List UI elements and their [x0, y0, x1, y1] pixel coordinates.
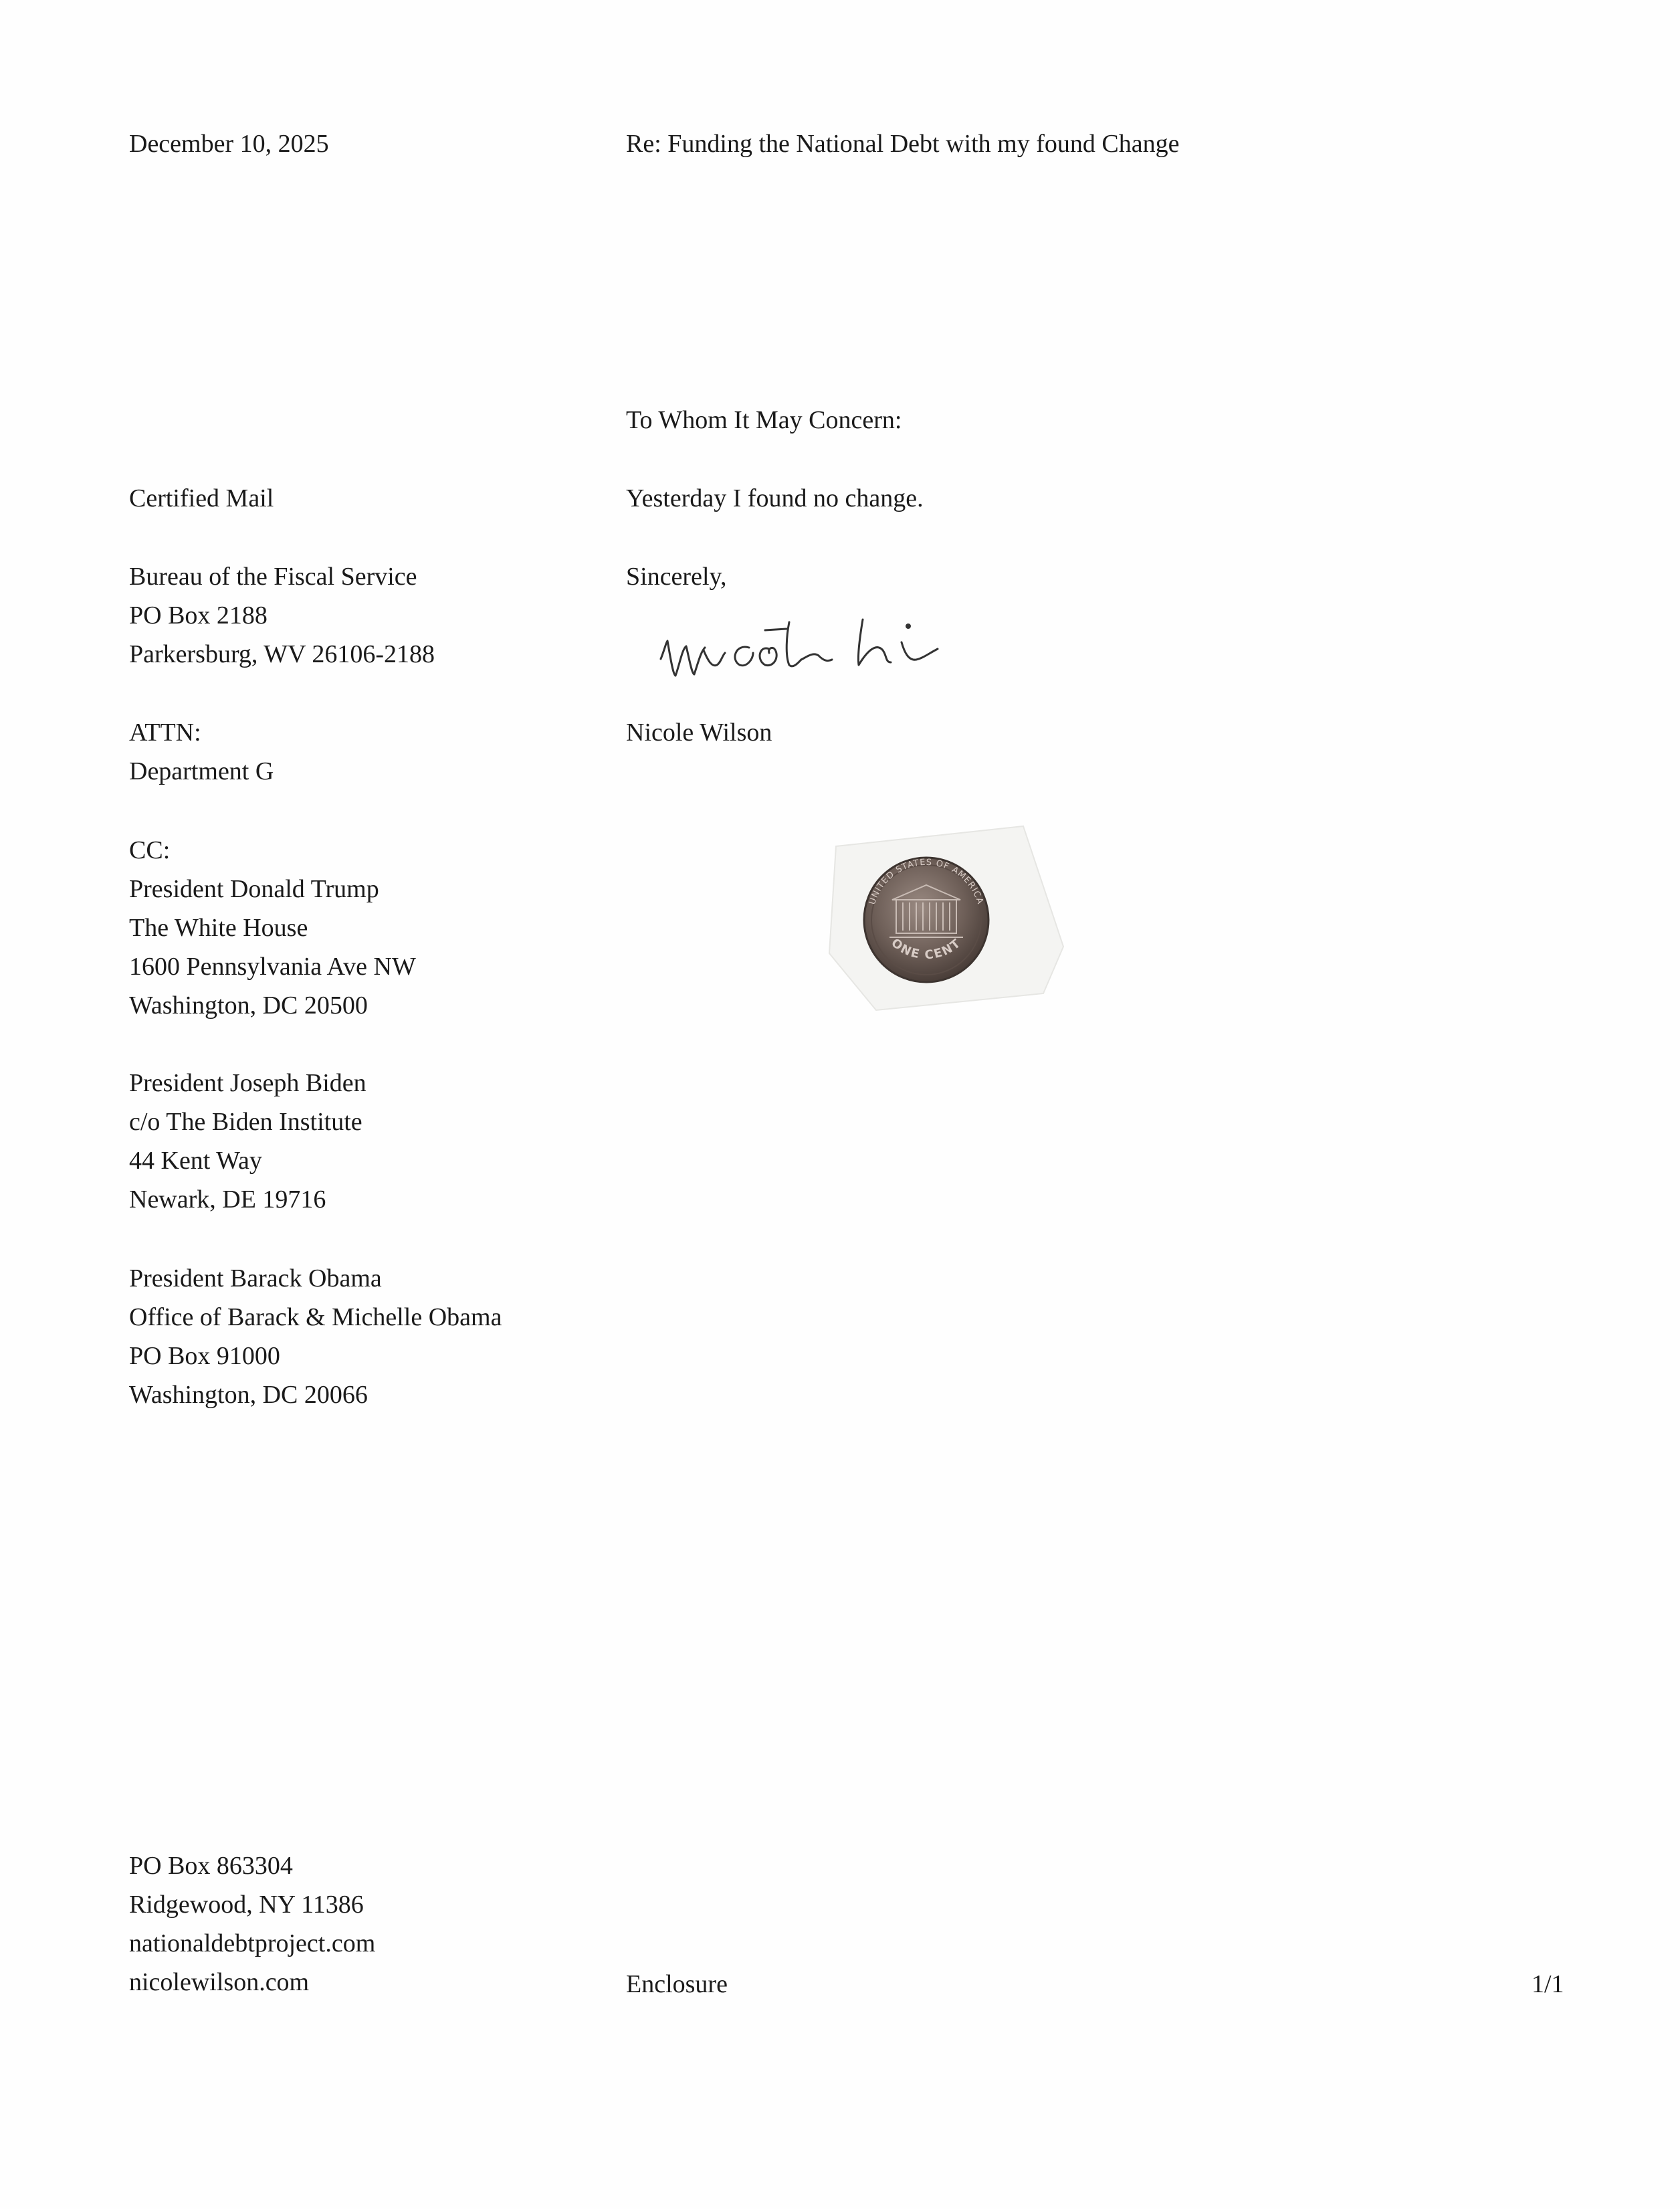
- sender-line: Ridgewood, NY 11386: [129, 1891, 364, 1919]
- recipient-line: Parkersburg, WV 26106-2188: [129, 640, 435, 668]
- cc-line: The White House: [129, 914, 308, 942]
- cc-line: PO Box 91000: [129, 1342, 280, 1370]
- sender-line: PO Box 863304: [129, 1852, 293, 1880]
- cc-line: President Barack Obama: [129, 1264, 382, 1292]
- letter-date: December 10, 2025: [129, 130, 329, 158]
- penny-coin-icon: [823, 820, 1077, 1020]
- letter-subject: Re: Funding the National Debt with my found Change: [626, 130, 1180, 158]
- recipient-address: [129, 557, 435, 674]
- salutation: To Whom It May Concern:: [626, 406, 902, 434]
- cc-line: President Donald Trump: [129, 875, 379, 903]
- signer-name: Nicole Wilson: [626, 718, 772, 747]
- sender-line: nicolewilson.com: [129, 1968, 310, 1996]
- cc-line: 1600 Pennsylvania Ave NW: [129, 953, 416, 981]
- cc-line: Office of Barack & Michelle Obama: [129, 1303, 502, 1331]
- cc-line: Washington, DC 20500: [129, 991, 368, 1020]
- cc-line: Washington, DC 20066: [129, 1381, 368, 1409]
- cc-block-obama: [129, 1259, 502, 1414]
- attn-label: ATTN:: [129, 718, 201, 747]
- letter-body: Yesterday I found no change.: [626, 484, 924, 512]
- recipient-line: Bureau of the Fiscal Service: [129, 563, 417, 591]
- coin-text-top: UNITED STATES OF AMERICA: [867, 857, 986, 906]
- cc-block-trump: [129, 831, 416, 1025]
- sender-address: [129, 1846, 375, 2002]
- attn-value: Department G: [129, 757, 274, 785]
- coin-text-bottom: ONE CENT: [888, 935, 964, 963]
- sender-line: nationaldebtproject.com: [129, 1929, 376, 1957]
- cc-line: President Joseph Biden: [129, 1069, 366, 1097]
- attn-block: [129, 713, 274, 791]
- handwritten-signature: [655, 595, 970, 696]
- enclosure-label: Enclosure: [626, 1970, 728, 1998]
- cc-line: Newark, DE 19716: [129, 1185, 326, 1214]
- closing: Sincerely,: [626, 563, 727, 591]
- mail-type: Certified Mail: [129, 484, 274, 512]
- cc-line: 44 Kent Way: [129, 1147, 262, 1175]
- cc-line: c/o The Biden Institute: [129, 1108, 362, 1136]
- cc-label: CC:: [129, 836, 171, 864]
- cc-block-biden: [129, 1064, 366, 1219]
- recipient-line: PO Box 2188: [129, 601, 268, 630]
- enclosed-penny: [823, 820, 1077, 1020]
- page-number: 1/1: [1532, 1970, 1564, 1998]
